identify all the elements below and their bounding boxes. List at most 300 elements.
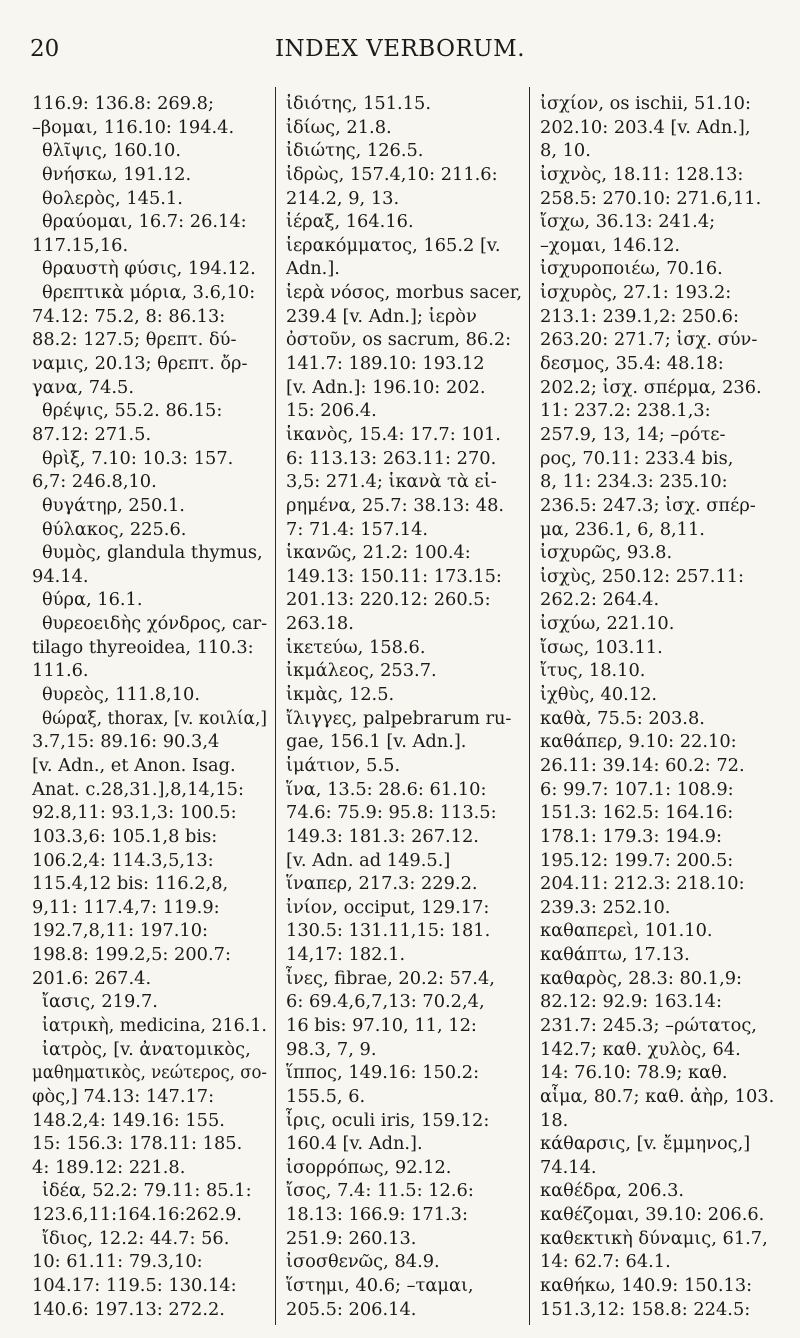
index-line bbox=[32, 139, 267, 163]
index-entry-text: ἰσορρόπως, 92.12. bbox=[286, 1156, 452, 1178]
index-line bbox=[540, 1274, 790, 1298]
index-entry-text: 151.3: 162.5: 164.16: bbox=[540, 802, 734, 824]
index-line bbox=[286, 1227, 526, 1251]
index-entry-text: 213.1: 239.1,2: 250.6: bbox=[540, 305, 739, 327]
index-line bbox=[286, 801, 526, 825]
index-entry-text: 106.2,4: 114.3,5,13: bbox=[32, 849, 214, 871]
index-entry-text: ἱερακόμματος, 165.2 [v. bbox=[286, 234, 501, 256]
index-entry-text: 262.2: 264.4. bbox=[540, 589, 660, 611]
index-entry-text: ἰσχυροποιέω, 70.16. bbox=[540, 258, 723, 280]
index-line bbox=[286, 1109, 526, 1133]
index-line bbox=[32, 518, 267, 542]
index-entry-text: 82.12: 92.9: 163.14: bbox=[540, 991, 722, 1013]
index-line bbox=[540, 896, 790, 920]
index-entry-text: 141.7: 189.10: 193.12 bbox=[286, 353, 485, 375]
index-entry-text: 6,7: 246.8,10. bbox=[32, 471, 157, 493]
index-entry-text: ἰσχύω, 221.10. bbox=[540, 613, 675, 635]
index-entry-text: 18.13: 166.9: 171.3: bbox=[286, 1204, 468, 1226]
index-entry-text: ἵνα, 13.5: 28.6: 61.10: bbox=[286, 778, 487, 800]
index-entry-text: 94.14. bbox=[32, 565, 89, 587]
index-line bbox=[540, 1085, 790, 1109]
index-line bbox=[540, 116, 790, 140]
index-entry-text: 14,17: 182.1. bbox=[286, 944, 406, 966]
index-line bbox=[32, 187, 267, 211]
index-line bbox=[540, 1038, 790, 1062]
index-entry-text: 201.6: 267.4. bbox=[32, 967, 152, 989]
index-entry-text: 160.4 [v. Adn.]. bbox=[286, 1133, 423, 1155]
index-line bbox=[32, 730, 267, 754]
index-line bbox=[32, 1156, 267, 1180]
index-entry-text: ἱκανὸς, 15.4: 17.7: 101. bbox=[286, 423, 501, 445]
index-line bbox=[286, 778, 526, 802]
index-line bbox=[32, 990, 267, 1014]
index-line bbox=[540, 825, 790, 849]
index-entry-text: ἰσχίον, os ischii, 51.10: bbox=[540, 93, 751, 114]
index-line bbox=[286, 139, 526, 163]
index-entry-text: θρὶξ, 7.10: 10.3: 157. bbox=[42, 447, 234, 469]
index-line bbox=[286, 1132, 526, 1156]
index-entry-text: 151.3,12: 158.8: 224.5: bbox=[540, 1298, 751, 1320]
page-header bbox=[0, 36, 800, 76]
index-entry-text: 14: 62.7: 64.1. bbox=[540, 1251, 671, 1273]
index-line bbox=[286, 967, 526, 991]
index-line bbox=[540, 872, 790, 896]
index-entry-text: καθαπερεὶ, 101.10. bbox=[540, 920, 713, 942]
index-line bbox=[540, 281, 790, 305]
index-entry-text: 117.15,16. bbox=[32, 234, 129, 256]
index-entry-text: [v. Adn. ad 149.5.] bbox=[286, 849, 451, 871]
index-line bbox=[286, 305, 526, 329]
index-line bbox=[286, 849, 526, 873]
index-entry-text: ἴδιος, 12.2: 44.7: 56. bbox=[42, 1227, 230, 1249]
page-number: 20 bbox=[30, 36, 60, 62]
index-line bbox=[540, 187, 790, 211]
index-entry-text: θώραξ, thorax, [v. κοιλία,] bbox=[42, 707, 267, 729]
index-entry-text: 251.9: 260.13. bbox=[286, 1227, 417, 1249]
index-line bbox=[540, 447, 790, 471]
index-line bbox=[32, 919, 267, 943]
index-line bbox=[540, 990, 790, 1014]
index-entry-text: θλῖψις, 160.10. bbox=[42, 140, 181, 162]
index-line bbox=[32, 447, 267, 471]
index-line bbox=[540, 470, 790, 494]
index-entry-text: ὀστοῦν, os sacrum, 86.2: bbox=[286, 329, 512, 351]
index-line bbox=[32, 328, 267, 352]
index-line bbox=[286, 1179, 526, 1203]
index-entry-text: 92.8,11: 93.1,3: 100.5: bbox=[32, 802, 237, 824]
index-line bbox=[286, 754, 526, 778]
index-line bbox=[540, 1298, 790, 1322]
index-line bbox=[32, 707, 267, 731]
index-line bbox=[32, 1085, 267, 1109]
index-entry-text: καθέζομαι, 39.10: 206.6. bbox=[540, 1204, 765, 1226]
index-line bbox=[32, 967, 267, 991]
index-line bbox=[286, 352, 526, 376]
index-entry-text: ἰνίον, occiput, 129.17: bbox=[286, 896, 490, 918]
index-line bbox=[286, 328, 526, 352]
index-line bbox=[286, 1203, 526, 1227]
index-entry-text: καθεκτικὴ δύναμις, 61.7, bbox=[540, 1227, 768, 1249]
page-title: INDEX VERBORUM. bbox=[274, 36, 526, 62]
index-line bbox=[286, 399, 526, 423]
index-entry-text: θρέψις, 55.2. 86.15: bbox=[42, 400, 223, 422]
index-line bbox=[32, 636, 267, 660]
index-entry-text: ἰκμάλεος, 253.7. bbox=[286, 660, 437, 682]
index-line bbox=[32, 565, 267, 589]
index-line bbox=[32, 376, 267, 400]
index-line bbox=[32, 612, 267, 636]
index-entry-text: φὸς,] 74.13: 147.17: bbox=[32, 1085, 215, 1107]
index-line bbox=[32, 1038, 267, 1062]
index-line bbox=[286, 565, 526, 589]
index-entry-text: 201.13: 220.12: 260.5: bbox=[286, 589, 491, 611]
index-line bbox=[32, 849, 267, 873]
index-entry-text: 115.4,12 bis: 116.2,8, bbox=[32, 873, 229, 895]
index-line bbox=[286, 1274, 526, 1298]
index-line bbox=[540, 92, 790, 116]
index-entry-text: ἰατρὸς, [v. ἀνατομικὸς, bbox=[42, 1038, 251, 1060]
index-entry-text: 155.5, 6. bbox=[286, 1085, 366, 1107]
index-line bbox=[540, 1109, 790, 1133]
index-line bbox=[540, 1132, 790, 1156]
index-entry-text: θρεπτικὰ μόρια, 3.6,10: bbox=[42, 282, 256, 304]
index-entry-text: ἴσχω, 36.13: 241.4; bbox=[540, 211, 716, 233]
index-entry-text: ἱκανῶς, 21.2: 100.4: bbox=[286, 542, 471, 564]
index-line bbox=[32, 1203, 267, 1227]
index-line bbox=[286, 896, 526, 920]
index-line bbox=[286, 683, 526, 707]
index-line bbox=[286, 210, 526, 234]
index-line bbox=[286, 494, 526, 518]
index-line bbox=[540, 636, 790, 660]
index-entry-text: 192.7,8,11: 197.10: bbox=[32, 920, 208, 942]
index-line bbox=[32, 683, 267, 707]
index-line bbox=[32, 943, 267, 967]
index-line bbox=[32, 825, 267, 849]
index-line bbox=[540, 588, 790, 612]
index-entry-text: 9,11: 117.4,7: 119.9: bbox=[32, 896, 220, 918]
index-entry-text: tilago thyreoidea, 110.3: bbox=[32, 636, 254, 658]
index-line bbox=[32, 1061, 267, 1085]
index-entry-text: ἵστημι, 40.6; –ταμαι, bbox=[286, 1275, 474, 1297]
index-line bbox=[540, 328, 790, 352]
index-entry-text: θύλακος, 225.6. bbox=[42, 518, 187, 540]
index-entry-text: ἰδέα, 52.2: 79.11: 85.1: bbox=[42, 1180, 252, 1202]
index-entry-text: καθήκω, 140.9: 150.13: bbox=[540, 1275, 753, 1297]
index-entry-text: 202.10: 203.4 [v. Adn.], bbox=[540, 116, 751, 138]
index-entry-text: καθάπερ, 9.10: 22.10: bbox=[540, 731, 737, 753]
index-entry-text: 239.4 [v. Adn.]; ἱερὸν bbox=[286, 305, 477, 327]
index-line bbox=[540, 399, 790, 423]
index-entry-text: 4: 189.12: 221.8. bbox=[32, 1156, 186, 1178]
index-line bbox=[540, 210, 790, 234]
index-entry-text: 205.5: 206.14. bbox=[286, 1298, 417, 1320]
index-line bbox=[32, 1109, 267, 1133]
index-entry-text: 104.17: 119.5: 130.14: bbox=[32, 1275, 237, 1297]
index-line bbox=[32, 305, 267, 329]
index-line bbox=[540, 1250, 790, 1274]
index-entry-text: –βομαι, 116.10: 194.4. bbox=[32, 116, 235, 138]
index-column-3 bbox=[540, 92, 790, 1321]
column-divider-right bbox=[529, 87, 530, 1325]
index-entry-text: ἰσοσθενῶς, 84.9. bbox=[286, 1251, 440, 1273]
index-entry-text: 74.6: 75.9: 95.8: 113.5: bbox=[286, 802, 497, 824]
index-line bbox=[32, 1274, 267, 1298]
index-entry-text: –χομαι, 146.12. bbox=[540, 234, 681, 256]
index-entry-text: 123.6,11:164.16:262.9. bbox=[32, 1204, 242, 1226]
index-entry-text: θραυστὴ φύσις, 194.12. bbox=[42, 258, 256, 280]
index-line bbox=[32, 659, 267, 683]
index-line bbox=[286, 541, 526, 565]
index-entry-text: ἱμάτιον, 5.5. bbox=[286, 754, 401, 776]
index-entry-text: καθάπτω, 17.13. bbox=[540, 944, 690, 966]
index-line bbox=[540, 305, 790, 329]
index-entry-text: Adn.]. bbox=[286, 258, 340, 280]
index-line bbox=[540, 494, 790, 518]
index-line bbox=[286, 636, 526, 660]
index-entry-text: ἰδιότης, 151.15. bbox=[286, 93, 431, 114]
index-line bbox=[32, 1179, 267, 1203]
index-line bbox=[286, 1085, 526, 1109]
index-line bbox=[286, 1038, 526, 1062]
index-line bbox=[540, 518, 790, 542]
index-line bbox=[286, 92, 526, 116]
index-line bbox=[540, 352, 790, 376]
index-entry-text: 239.3: 252.10. bbox=[540, 896, 671, 918]
index-entry-text: 149.13: 150.11: 173.15: bbox=[286, 565, 502, 587]
index-line bbox=[540, 565, 790, 589]
index-line bbox=[286, 187, 526, 211]
index-line bbox=[540, 778, 790, 802]
index-entry-text: 178.1: 179.3: 194.9: bbox=[540, 825, 722, 847]
index-line bbox=[286, 257, 526, 281]
index-entry-text: ἰσχὺς, 250.12: 257.11: bbox=[540, 565, 745, 587]
index-entry-text: θυμὸς, glandula thymus, bbox=[42, 542, 263, 564]
index-line bbox=[32, 423, 267, 447]
index-line bbox=[286, 423, 526, 447]
index-line bbox=[32, 163, 267, 187]
index-entry-text: 202.2; ἰσχ. σπέρμα, 236. bbox=[540, 376, 762, 398]
index-line bbox=[286, 1014, 526, 1038]
index-line bbox=[540, 541, 790, 565]
index-entry-text: ἰσχυρῶς, 93.8. bbox=[540, 542, 673, 564]
index-entry-text: 116.9: 136.8: 269.8; bbox=[32, 93, 214, 114]
index-line bbox=[32, 801, 267, 825]
index-entry-text: 148.2,4: 149.16: 155. bbox=[32, 1109, 225, 1131]
index-line bbox=[540, 943, 790, 967]
index-entry-text: 198.8: 199.2,5: 200.7: bbox=[32, 944, 231, 966]
index-entry-text: 15: 206.4. bbox=[286, 400, 377, 422]
index-entry-text: 98.3, 7, 9. bbox=[286, 1038, 377, 1060]
index-entry-text: θυρεὸς, 111.8,10. bbox=[42, 684, 200, 706]
index-entry-text: ἴσως, 103.11. bbox=[540, 636, 663, 658]
index-entry-text: 214.2, 9, 13. bbox=[286, 187, 400, 209]
index-entry-text: 8, 11: 234.3: 235.10: bbox=[540, 471, 728, 493]
index-line bbox=[540, 612, 790, 636]
index-entry-text: γανα, 74.5. bbox=[32, 376, 134, 398]
index-line bbox=[286, 281, 526, 305]
index-line bbox=[540, 423, 790, 447]
index-line bbox=[286, 919, 526, 943]
index-line bbox=[540, 919, 790, 943]
index-line bbox=[540, 1227, 790, 1251]
index-entry-text: 258.5: 270.10: 271.6,11. bbox=[540, 187, 762, 209]
index-line bbox=[286, 470, 526, 494]
index-entry-text: ἱερὰ νόσος, morbus sacer, bbox=[286, 282, 522, 304]
index-entry-text: αἷμα, 80.7; καθ. ἀὴρ, 103. bbox=[540, 1085, 775, 1107]
index-line bbox=[32, 872, 267, 896]
index-entry-text: 231.7: 245.3; –ρώτατος, bbox=[540, 1014, 757, 1036]
index-line bbox=[540, 849, 790, 873]
index-entry-text: ἶρις, oculi iris, 159.12: bbox=[286, 1109, 490, 1131]
index-line bbox=[32, 1298, 267, 1322]
index-entry-text: 6: 99.7: 107.1: 108.9: bbox=[540, 778, 734, 800]
index-entry-text: 195.12: 199.7: 200.5: bbox=[540, 849, 734, 871]
index-line bbox=[286, 707, 526, 731]
index-column-1 bbox=[32, 92, 267, 1321]
index-line bbox=[32, 896, 267, 920]
index-entry-text: 8, 10. bbox=[540, 140, 591, 162]
index-entry-text: 11: 237.2: 238.1,3: bbox=[540, 400, 711, 422]
index-line bbox=[286, 612, 526, 636]
index-line bbox=[540, 683, 790, 707]
index-entry-text: θραύομαι, 16.7: 26.14: bbox=[42, 211, 247, 233]
index-entry-text: θυγάτηρ, 250.1. bbox=[42, 494, 185, 516]
index-line bbox=[286, 447, 526, 471]
index-entry-text: μα, 236.1, 6, 8,11. bbox=[540, 518, 705, 540]
index-entry-text: 3.7,15: 89.16: 90.3,4 bbox=[32, 731, 220, 753]
index-line bbox=[286, 588, 526, 612]
index-entry-text: ἰχθὺς, 40.12. bbox=[540, 684, 658, 706]
index-line bbox=[286, 163, 526, 187]
index-entry-text: ρημένα, 25.7: 38.13: 48. bbox=[286, 494, 505, 516]
index-line bbox=[540, 1179, 790, 1203]
index-line bbox=[540, 1061, 790, 1085]
index-line bbox=[32, 116, 267, 140]
index-entry-text: 236.5: 247.3; ἰσχ. σπέρ- bbox=[540, 494, 756, 516]
index-line bbox=[540, 163, 790, 187]
index-entry-text: 88.2: 127.5; θρεπτ. δύ- bbox=[32, 329, 237, 351]
index-entry-text: θύρα, 16.1. bbox=[42, 589, 143, 611]
index-line bbox=[540, 1156, 790, 1180]
index-line bbox=[540, 376, 790, 400]
index-column-2 bbox=[286, 92, 526, 1321]
index-entry-text: ναμις, 20.13; θρεπτ. ὄρ- bbox=[32, 353, 248, 375]
index-entry-text: ἵππος, 149.16: 150.2: bbox=[286, 1062, 480, 1084]
index-line bbox=[540, 139, 790, 163]
index-entry-text: 142.7; καθ. χυλὸς, 64. bbox=[540, 1038, 741, 1060]
index-line bbox=[286, 1156, 526, 1180]
index-entry-text: καθαρὸς, 28.3: 80.1,9: bbox=[540, 967, 743, 989]
index-line bbox=[32, 1132, 267, 1156]
index-entry-text: 130.5: 131.11,15: 181. bbox=[286, 920, 491, 942]
index-entry-text: 111.6. bbox=[32, 660, 89, 682]
index-entry-text: θυρεοειδὴς χόνδρος, car- bbox=[42, 613, 268, 635]
index-entry-text: ἴσος, 7.4: 11.5: 12.6: bbox=[286, 1180, 474, 1202]
index-entry-text: ἴτυς, 18.10. bbox=[540, 660, 646, 682]
index-line bbox=[32, 352, 267, 376]
index-entry-text: 204.11: 212.3: 218.10: bbox=[540, 873, 745, 895]
index-line bbox=[286, 943, 526, 967]
index-entry-text: [v. Adn., et Anon. Isag. bbox=[32, 754, 236, 776]
index-line bbox=[32, 778, 267, 802]
index-entry-text: 263.18. bbox=[286, 613, 354, 635]
index-entry-text: 140.6: 197.13: 272.2. bbox=[32, 1298, 225, 1320]
index-entry-text: ἰσχυρὸς, 27.1: 193.2: bbox=[540, 282, 732, 304]
index-entry-text: 14: 76.10: 78.9; καθ. bbox=[540, 1062, 728, 1084]
index-entry-text: ἰδιώτης, 126.5. bbox=[286, 140, 424, 162]
index-line bbox=[286, 872, 526, 896]
index-entry-text: ἴασις, 219.7. bbox=[42, 991, 158, 1013]
index-entry-text: 18. bbox=[540, 1109, 569, 1131]
index-line bbox=[286, 234, 526, 258]
index-line bbox=[32, 1250, 267, 1274]
index-entry-text: ἵναπερ, 217.3: 229.2. bbox=[286, 873, 478, 895]
index-entry-text: 257.9, 13, 14; –ρότε- bbox=[540, 423, 726, 445]
index-line bbox=[32, 234, 267, 258]
index-line bbox=[540, 730, 790, 754]
index-entry-text: καθὰ, 75.5: 203.8. bbox=[540, 707, 705, 729]
index-entry-text: [v. Adn.]: 196.10: 202. bbox=[286, 376, 486, 398]
index-entry-text: 16 bis: 97.10, 11, 12: bbox=[286, 1014, 477, 1036]
index-entry-text: δεσμος, 35.4: 48.18: bbox=[540, 353, 724, 375]
index-entry-text: θολερὸς, 145.1. bbox=[42, 187, 183, 209]
index-entry-text: ἴλιγγες, palpebrarum ru- bbox=[286, 707, 512, 729]
index-entry-text: κάθαρσις, [v. ἔμμηνος,] bbox=[540, 1133, 751, 1155]
index-line bbox=[32, 1014, 267, 1038]
index-line bbox=[32, 257, 267, 281]
index-entry-text: 7: 71.4: 157.14. bbox=[286, 518, 429, 540]
index-line bbox=[32, 1227, 267, 1251]
index-line bbox=[32, 470, 267, 494]
index-line bbox=[286, 116, 526, 140]
index-line bbox=[286, 825, 526, 849]
index-entry-text: ἰσχνὸς, 18.11: 128.13: bbox=[540, 163, 744, 185]
index-line bbox=[540, 801, 790, 825]
index-line bbox=[286, 1061, 526, 1085]
index-line bbox=[32, 541, 267, 565]
index-line bbox=[32, 92, 267, 116]
index-line bbox=[540, 234, 790, 258]
index-entry-text: gae, 156.1 [v. Adn.]. bbox=[286, 731, 467, 753]
index-entry-text: 15: 156.3: 178.11: 185. bbox=[32, 1133, 243, 1155]
index-line bbox=[32, 281, 267, 305]
index-line bbox=[540, 967, 790, 991]
index-line bbox=[32, 588, 267, 612]
index-entry-text: ἰκμὰς, 12.5. bbox=[286, 684, 395, 706]
index-line bbox=[286, 1250, 526, 1274]
index-line bbox=[32, 210, 267, 234]
index-line bbox=[540, 707, 790, 731]
index-entry-text: θνήσκω, 191.12. bbox=[42, 163, 192, 185]
index-entry-text: 103.3,6: 105.1,8 bis: bbox=[32, 825, 218, 847]
index-line bbox=[286, 518, 526, 542]
index-line bbox=[32, 494, 267, 518]
index-entry-text: 10: 61.11: 79.3,10: bbox=[32, 1251, 203, 1273]
index-entry-text: ἶνες, fibrae, 20.2: 57.4, bbox=[286, 967, 495, 989]
index-entry-text: 3,5: 271.4; ἱκανὰ τὰ εἰ- bbox=[286, 471, 497, 493]
index-entry-text: 74.14. bbox=[540, 1156, 597, 1178]
index-line bbox=[32, 399, 267, 423]
index-entry-text: 6: 69.4,6,7,13: 70.2,4, bbox=[286, 991, 485, 1013]
index-line bbox=[540, 1014, 790, 1038]
index-line bbox=[540, 1203, 790, 1227]
index-entry-text: ἰατρικὴ, medicina, 216.1. bbox=[42, 1014, 267, 1036]
index-line bbox=[286, 1298, 526, 1322]
index-entry-text: ρος, 70.11: 233.4 bis, bbox=[540, 447, 734, 469]
index-line bbox=[286, 376, 526, 400]
index-line bbox=[540, 257, 790, 281]
